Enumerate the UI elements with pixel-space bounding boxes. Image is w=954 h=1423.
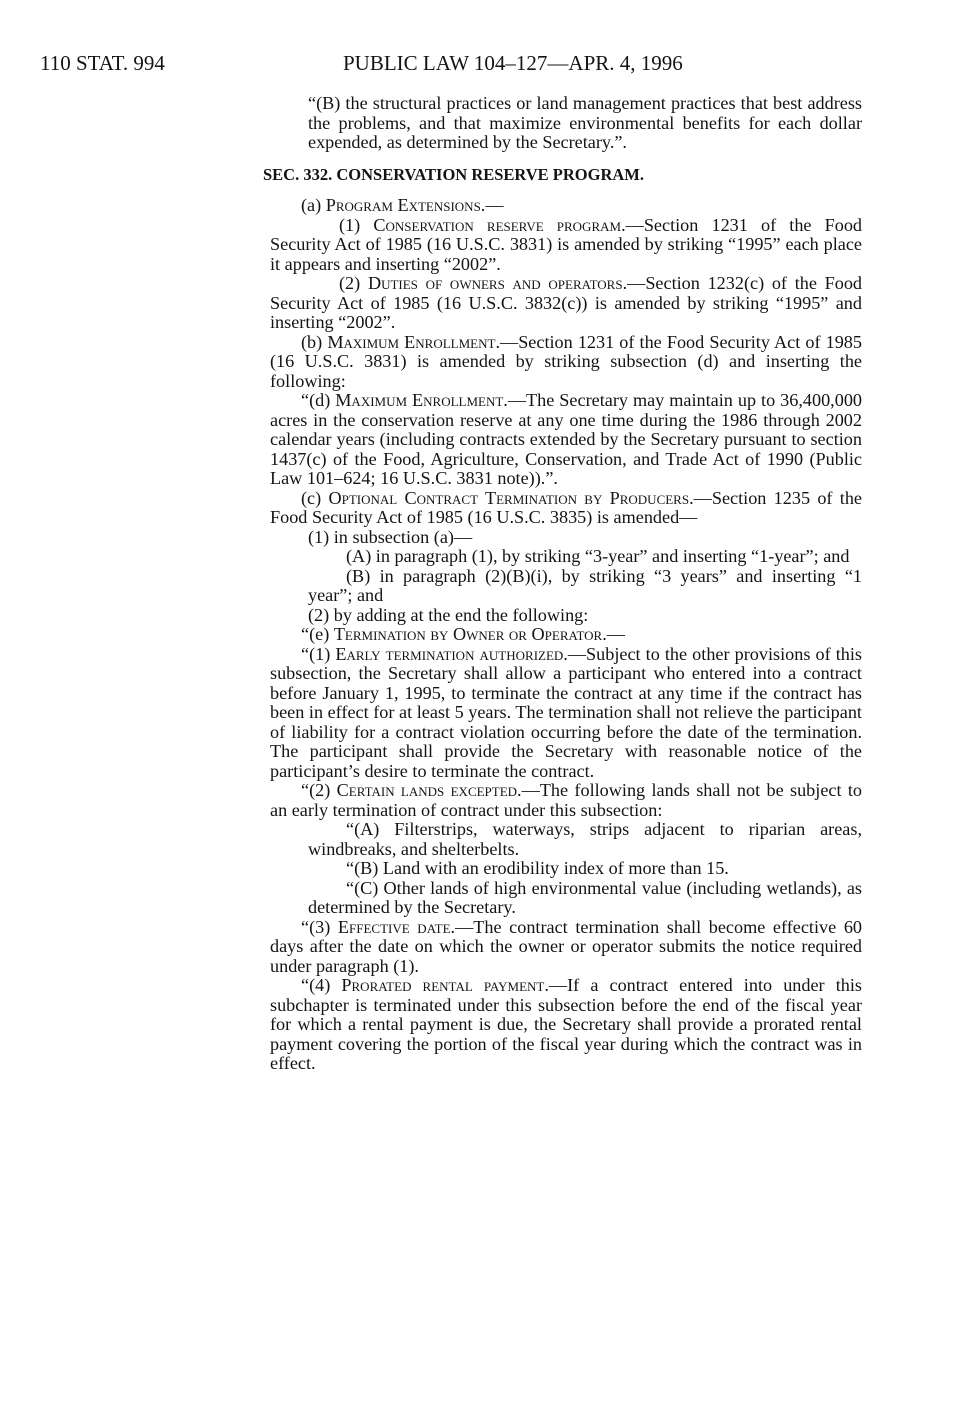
subparagraph-c1A: (A) in paragraph (1), by striking “3-year” and inserting “1-year”; and (346, 546, 850, 566)
public-law-reference: PUBLIC LAW 104–127—APR. 4, 1996 (343, 51, 683, 75)
subsection-c (270, 489, 862, 528)
paragraph-e1-number: “(1) (301, 643, 331, 664)
paragraph-a2-title: Duties of owners and operators. (367, 273, 628, 293)
paragraph-e3-title: Effective date. (337, 916, 456, 937)
subsection-b (270, 333, 862, 392)
paragraph-e1-title: Early termination authorized. (335, 643, 568, 664)
paragraph-e2-title: Certain lands excepted. (336, 780, 522, 800)
paragraph-a1 (270, 216, 862, 275)
inserted-subsection-e-number: “(e) (301, 624, 330, 644)
paragraph-a2 (270, 274, 862, 333)
inserted-subsection-e-title: Termination by Owner or Operator.— (333, 624, 625, 644)
subsection-b-title: Maximum Enrollment. (327, 331, 500, 352)
paragraph-e4-title: Prorated rental payment. (341, 975, 549, 995)
paragraph-e2-number: “(2) (301, 780, 331, 800)
paragraph-e2-text: —The following lands shall not be subject to an early termination of contract under this subsection: (270, 780, 863, 820)
page-header (40, 48, 860, 78)
inserted-subsection-d (270, 391, 862, 489)
statute-page-reference: 110 STAT. 994 (40, 51, 165, 75)
subsection-b-text: —Section 1231 of the Food Security Act of 1985 (16 U.S.C. 3831) is amended by striking subsection (d) and inserting the following: (270, 331, 862, 391)
subparagraph-e2A: “(A) Filterstrips, waterways, strips adjacent to riparian areas, windbreaks, and shelterbelts. (308, 819, 862, 859)
paragraph-e4-text: —If a contract entered into under this subchapter is terminated under this subsection before the end of the fiscal year for which a rental payment is due, the Secretary shall provide a prorated rental payment covering the portion of the fiscal year during which the contract was in effect. (270, 975, 862, 1073)
paragraph-a1-title: Conservation reserve program. (373, 214, 626, 235)
subparagraph-e2C: “(C) Other lands of high environmental value (including wetlands), as determined by the Secretary. (308, 877, 862, 917)
subparagraph-c1B: (B) in paragraph (2)(B)(i), by striking “3 years” and inserting “1 year”; and (308, 565, 862, 605)
inserted-subsection-d-title: Maximum Enrollment. (335, 390, 508, 410)
paragraph-e3-number: “(3) (301, 916, 331, 937)
subparagraph-e2B: “(B) Land with an erodibility index of more than 15. (346, 858, 729, 878)
paragraph-e1 (270, 645, 862, 782)
paragraph-c2: (2) by adding at the end the following: (308, 604, 589, 625)
inserted-subsection-d-text: —The Secretary may maintain up to 36,400,000 acres in the conservation reserve at any one time during the 1986 through 2002 calendar years (including contracts extended by the Secretary pursuant to section 1437(c) of the Food, Agriculture, Conservation, and Trade Act of 1990 (Public Law 101–624; 16 U.S.C. 3831 note)).”. (270, 390, 863, 488)
subsection-a (270, 196, 862, 216)
subsection-a-number: (a) (301, 195, 322, 215)
paragraph-a1-number: (1) (339, 214, 361, 235)
subsection-c-title: Optional Contract Termination by Producers. (328, 487, 694, 508)
paragraph-e4-number: “(4) (301, 975, 331, 995)
inserted-subsection-d-number: “(d) (301, 390, 331, 410)
document-body (263, 93, 863, 1074)
paragraph-c1: (1) in subsection (a)— (308, 526, 473, 547)
paragraph-a1-text: —Section 1231 of the Food Security Act of 1985 (16 U.S.C. 3831) is amended by striking “1995” each place it appears and inserting “2002”. (270, 214, 863, 274)
paragraph-e2 (270, 781, 862, 820)
paragraph-e3-text: —The contract termination shall become effective 60 days after the date on which the owner or operator submits the notice required under paragraph (1). (270, 916, 863, 976)
paragraph-a2-text: —Section 1232(c) of the Food Security Act of 1985 (16 U.S.C. 3832(c)) is amended by striking “1995” and inserting “2002”. (270, 273, 863, 332)
paragraph-B-structural-practices: “(B) the structural practices or land management practices that best address the problems, and that maximize environmental benefits for each dollar expended, as determined by the Secretary.”. (308, 93, 862, 152)
inserted-subsection-e (270, 625, 862, 645)
subsection-c-text: —Section 1235 of the Food Security Act of 1985 (16 U.S.C. 3835) is amended— (270, 487, 862, 527)
subsection-b-number: (b) (301, 331, 323, 352)
section-heading: SEC. 332. CONSERVATION RESERVE PROGRAM. (263, 164, 644, 184)
subsection-c-number: (c) (301, 487, 322, 508)
paragraph-e1-text: —Subject to the other provisions of this subsection, the Secretary shall allow a participant who entered into a contract before January 1, 1995, to terminate the contract at any time if the contract has been in effect for at least 5 years. The termination shall not relieve the participant of liability for a contract violation occurring before the date of the termination. The participant shall provide the Secretary with reasonable notice of the participant’s desire to terminate the contract. (270, 643, 862, 781)
paragraph-e4 (270, 976, 862, 1074)
subsection-a-title: Program Extensions.— (325, 195, 504, 215)
paragraph-a2-number: (2) (339, 273, 361, 293)
paragraph-e3 (270, 918, 862, 977)
